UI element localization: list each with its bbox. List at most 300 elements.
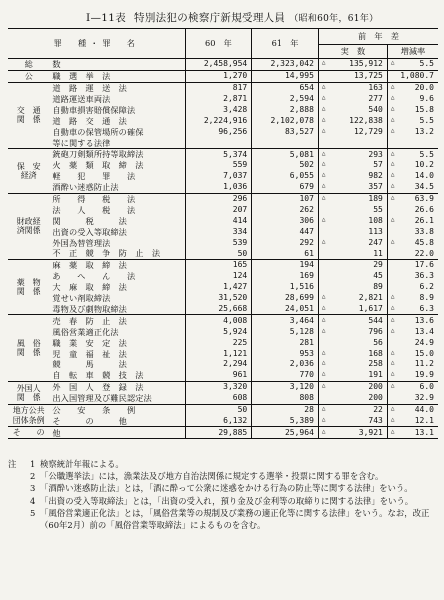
decrease-marker: △ bbox=[390, 315, 395, 323]
header-year-60: 60 年 bbox=[185, 29, 252, 59]
value-60 bbox=[185, 416, 252, 427]
group-label-line: 関 係 bbox=[16, 392, 41, 402]
cell-value: 32.9 bbox=[414, 393, 434, 403]
cell-value: 306 bbox=[299, 215, 314, 225]
law-name: 風俗営業適正化法 bbox=[49, 326, 185, 337]
cell-value: 2,036 bbox=[289, 359, 314, 369]
diff-rate bbox=[387, 271, 438, 282]
diff-rate bbox=[387, 348, 438, 359]
cell-value: 654 bbox=[299, 83, 314, 93]
group-label-line: そ の bbox=[12, 428, 45, 438]
decrease-marker: △ bbox=[321, 194, 326, 202]
value-61 bbox=[252, 404, 319, 415]
table-row bbox=[8, 182, 438, 193]
diff-actual bbox=[318, 427, 387, 439]
table-row bbox=[8, 149, 438, 160]
header-rate: 増減率 bbox=[387, 45, 438, 59]
note-text: 「酒酔い迷惑防止法」とは，「酒に酔って公衆に迷惑をかける行為の防止等に関する法律」をいう。 bbox=[40, 483, 413, 494]
value-60 bbox=[185, 160, 252, 171]
table-header bbox=[8, 29, 438, 59]
decrease-marker: △ bbox=[321, 304, 326, 312]
decrease-marker: △ bbox=[390, 215, 395, 223]
group-label-line: 薬 物 bbox=[16, 278, 41, 288]
cell-value: 28 bbox=[304, 405, 314, 415]
cell-value: 207 bbox=[232, 205, 248, 215]
diff-actual bbox=[318, 381, 387, 392]
cell-value: 169 bbox=[299, 271, 314, 281]
decrease-marker: △ bbox=[390, 83, 395, 91]
decrease-marker: △ bbox=[321, 94, 326, 102]
table-row bbox=[8, 282, 438, 293]
table-row bbox=[8, 337, 438, 348]
decrease-marker: △ bbox=[321, 359, 326, 367]
diff-actual bbox=[318, 260, 387, 271]
value-60 bbox=[185, 94, 252, 105]
diff-rate bbox=[387, 404, 438, 415]
decrease-marker: △ bbox=[321, 126, 326, 134]
group-label-line: 経済 bbox=[20, 170, 37, 180]
cell-value: 293 bbox=[368, 149, 383, 159]
value-61 bbox=[252, 271, 319, 282]
cell-value: 107 bbox=[299, 194, 314, 204]
cell-value: 447 bbox=[299, 226, 314, 236]
value-60 bbox=[185, 248, 252, 259]
diff-actual bbox=[318, 149, 387, 160]
decrease-marker: △ bbox=[390, 348, 395, 356]
diff-rate bbox=[387, 282, 438, 293]
cell-value: 189 bbox=[368, 194, 383, 204]
decrease-marker: △ bbox=[321, 115, 326, 123]
diff-actual bbox=[318, 359, 387, 370]
value-60 bbox=[185, 59, 252, 71]
table-row bbox=[8, 293, 438, 304]
cell-value: 26.6 bbox=[414, 205, 434, 215]
law-name: 大 麻 取 締 法 bbox=[49, 282, 185, 293]
cell-value: 29,885 bbox=[218, 427, 248, 437]
note-item bbox=[30, 458, 438, 470]
table-row bbox=[8, 205, 438, 216]
law-name: 公 安 条 例 bbox=[49, 404, 185, 415]
decrease-marker: △ bbox=[390, 326, 395, 334]
value-61 bbox=[252, 94, 319, 105]
diff-actual bbox=[318, 126, 387, 137]
law-name: 外国為替管理法 bbox=[49, 237, 185, 248]
group-label bbox=[8, 59, 49, 71]
value-60 bbox=[185, 337, 252, 348]
cell-value: 113 bbox=[368, 226, 383, 236]
value-61 bbox=[252, 315, 319, 326]
value-60 bbox=[185, 315, 252, 326]
decrease-marker: △ bbox=[321, 415, 326, 423]
diff-actual bbox=[318, 370, 387, 381]
cell-value: 961 bbox=[232, 370, 248, 380]
diff-actual bbox=[318, 115, 387, 126]
cell-value: 191 bbox=[368, 370, 383, 380]
cell-value: 5,389 bbox=[289, 415, 314, 425]
cell-value: 50 bbox=[237, 248, 248, 258]
cell-value: 13.2 bbox=[414, 126, 434, 136]
cell-value: 679 bbox=[299, 182, 314, 192]
table-row bbox=[8, 381, 438, 392]
diff-rate bbox=[387, 326, 438, 337]
cell-value: 17.6 bbox=[414, 260, 434, 270]
cell-value: 34.5 bbox=[414, 182, 434, 192]
decrease-marker: △ bbox=[390, 427, 395, 435]
cell-value: 50 bbox=[237, 405, 248, 415]
table-title-sub: （昭和60年，61年） bbox=[289, 14, 379, 24]
law-name: 職 選 挙 法 bbox=[49, 70, 185, 82]
diff-rate bbox=[387, 115, 438, 126]
table-row bbox=[8, 193, 438, 204]
value-61 bbox=[252, 205, 319, 216]
diff-actual bbox=[318, 105, 387, 116]
decrease-marker: △ bbox=[321, 182, 326, 190]
cell-value: 414 bbox=[232, 215, 248, 225]
value-60 bbox=[185, 237, 252, 248]
cell-value: 7,037 bbox=[223, 171, 248, 181]
group-label-line: 団体条例 bbox=[12, 415, 45, 425]
group-label bbox=[8, 70, 49, 82]
cell-value: 13.1 bbox=[414, 427, 434, 437]
law-name: 法 人 税 法 bbox=[49, 205, 185, 216]
decrease-marker: △ bbox=[390, 115, 395, 123]
cell-value: 743 bbox=[368, 415, 383, 425]
table-row bbox=[8, 115, 438, 126]
cell-value: 296 bbox=[232, 194, 248, 204]
cell-value: 168 bbox=[368, 348, 383, 358]
value-60 bbox=[185, 326, 252, 337]
decrease-marker: △ bbox=[321, 160, 326, 168]
diff-actual bbox=[318, 404, 387, 415]
value-61 bbox=[252, 304, 319, 315]
table-row bbox=[8, 94, 438, 105]
value-61 bbox=[252, 293, 319, 304]
cell-value: 3,120 bbox=[289, 382, 314, 392]
cell-value: 194 bbox=[299, 260, 314, 270]
cell-value: 817 bbox=[232, 83, 248, 93]
cell-value: 22.0 bbox=[414, 248, 434, 258]
cell-value: 258 bbox=[368, 359, 383, 369]
value-61 bbox=[252, 115, 319, 126]
cell-value: 25,668 bbox=[218, 304, 248, 314]
note-number: 1 bbox=[30, 459, 36, 469]
cell-value: 200 bbox=[368, 393, 383, 403]
value-61 bbox=[252, 381, 319, 392]
note-item bbox=[30, 470, 438, 482]
value-60 bbox=[185, 171, 252, 182]
value-61 bbox=[252, 193, 319, 204]
header-diff: 前 年 差 bbox=[318, 29, 438, 45]
table-row bbox=[8, 160, 438, 171]
table-row bbox=[8, 393, 438, 404]
decrease-marker: △ bbox=[321, 405, 326, 413]
law-name: 出資の受入等取締法 bbox=[49, 226, 185, 237]
cell-value: 45 bbox=[373, 271, 383, 281]
value-60 bbox=[185, 105, 252, 116]
decrease-marker: △ bbox=[321, 427, 326, 435]
cell-value: 1,036 bbox=[223, 182, 248, 192]
decrease-marker: △ bbox=[390, 105, 395, 112]
diff-actual bbox=[318, 282, 387, 293]
cell-value: 61 bbox=[304, 248, 314, 258]
note-item bbox=[30, 482, 438, 494]
diff-actual bbox=[318, 248, 387, 259]
notes-label: 注 bbox=[8, 459, 17, 469]
value-61 bbox=[252, 82, 319, 93]
table-row bbox=[8, 260, 438, 271]
law-name: 麻 薬 取 締 法 bbox=[49, 260, 185, 271]
decrease-marker: △ bbox=[390, 149, 395, 157]
law-name: 所 得 税 法 bbox=[49, 193, 185, 204]
diff-rate bbox=[387, 393, 438, 404]
cell-value: 540 bbox=[368, 105, 383, 114]
cell-value: 26.1 bbox=[414, 215, 434, 225]
law-name: あ へ ん 法 bbox=[49, 271, 185, 282]
table-row bbox=[8, 326, 438, 337]
diff-rate bbox=[387, 126, 438, 137]
law-name: 外 国 人 登 録 法 bbox=[49, 381, 185, 392]
decrease-marker: △ bbox=[390, 237, 395, 245]
cell-value: 3,320 bbox=[223, 382, 248, 392]
group-label bbox=[8, 149, 49, 194]
diff-actual bbox=[318, 337, 387, 348]
diff-rate bbox=[387, 248, 438, 259]
cell-value: 36.3 bbox=[414, 271, 434, 281]
value-61 bbox=[252, 359, 319, 370]
header-actual: 実 数 bbox=[318, 45, 387, 59]
cell-value: 22 bbox=[373, 405, 383, 415]
cell-value: 559 bbox=[232, 160, 248, 170]
diff-rate bbox=[387, 315, 438, 326]
value-60 bbox=[185, 205, 252, 216]
diff-actual bbox=[318, 171, 387, 182]
cell-value: 11 bbox=[373, 248, 383, 258]
diff-rate bbox=[387, 370, 438, 381]
value-60 bbox=[185, 260, 252, 271]
notes bbox=[8, 458, 438, 531]
value-61 bbox=[252, 282, 319, 293]
cell-value: 45.8 bbox=[414, 237, 434, 247]
value-60 bbox=[185, 304, 252, 315]
value-61 bbox=[252, 416, 319, 427]
diff-rate bbox=[387, 304, 438, 315]
diff-actual bbox=[318, 348, 387, 359]
cell-value: 292 bbox=[299, 237, 314, 247]
value-61 bbox=[252, 326, 319, 337]
law-name: 職 業 安 定 法 bbox=[49, 337, 185, 348]
note-number: 2 bbox=[30, 471, 36, 482]
decrease-marker: △ bbox=[390, 370, 395, 378]
cell-value: 63.9 bbox=[414, 194, 434, 204]
diff-rate bbox=[387, 137, 438, 148]
law-name: 自動車損害賠償保障法 bbox=[49, 105, 185, 116]
cell-value: 13.6 bbox=[414, 315, 434, 325]
law-name: 出入国管理及び難民認定法 bbox=[49, 393, 185, 404]
cell-value: 6.3 bbox=[419, 304, 434, 314]
cell-value: 3,428 bbox=[223, 105, 248, 114]
value-61 bbox=[252, 182, 319, 193]
value-60 bbox=[185, 393, 252, 404]
value-60 bbox=[185, 226, 252, 237]
cell-value: 1,427 bbox=[223, 282, 248, 292]
table-row bbox=[8, 126, 438, 137]
decrease-marker: △ bbox=[321, 315, 326, 323]
cell-value: 124 bbox=[232, 271, 248, 281]
diff-actual bbox=[318, 193, 387, 204]
decrease-marker: △ bbox=[390, 382, 395, 390]
value-61 bbox=[252, 348, 319, 359]
diff-rate bbox=[387, 427, 438, 439]
decrease-marker: △ bbox=[390, 59, 395, 67]
cell-value: 12,729 bbox=[353, 126, 383, 136]
cell-value: 8.9 bbox=[419, 293, 434, 303]
law-name: 自動車の保管場所の確保 bbox=[49, 126, 185, 137]
cell-value: 502 bbox=[299, 160, 314, 170]
note-item bbox=[30, 495, 438, 507]
diff-rate bbox=[387, 260, 438, 271]
cell-value: 1,516 bbox=[289, 282, 314, 292]
cell-value: 539 bbox=[232, 237, 248, 247]
header-year-61: 61 年 bbox=[252, 29, 319, 59]
law-name: 関 税 法 bbox=[49, 215, 185, 226]
diff-rate bbox=[387, 359, 438, 370]
diff-actual bbox=[318, 416, 387, 427]
law-name: 銃砲刀剣類所持等取締法 bbox=[49, 149, 185, 160]
law-name: 酒酔い迷惑防止法 bbox=[49, 182, 185, 193]
cell-value: 56 bbox=[373, 337, 383, 347]
diff-rate bbox=[387, 193, 438, 204]
value-61 bbox=[252, 137, 319, 148]
cell-value: 5,128 bbox=[289, 326, 314, 336]
cell-value: 808 bbox=[299, 393, 314, 403]
value-60 bbox=[185, 370, 252, 381]
decrease-marker: △ bbox=[321, 149, 326, 157]
diff-actual bbox=[318, 326, 387, 337]
decrease-marker: △ bbox=[321, 215, 326, 223]
cell-value: 19.9 bbox=[414, 370, 434, 380]
value-60 bbox=[185, 381, 252, 392]
decrease-marker: △ bbox=[321, 348, 326, 356]
value-61 bbox=[252, 248, 319, 259]
table-row bbox=[8, 427, 438, 439]
decrease-marker: △ bbox=[321, 382, 326, 390]
decrease-marker: △ bbox=[321, 171, 326, 179]
diff-actual bbox=[318, 315, 387, 326]
decrease-marker: △ bbox=[390, 94, 395, 102]
decrease-marker: △ bbox=[390, 126, 395, 134]
cell-value: 200 bbox=[368, 382, 383, 392]
cell-value: 5,374 bbox=[223, 149, 248, 159]
cell-value: 281 bbox=[299, 337, 314, 347]
note-text: 検察統計年報による。 bbox=[40, 459, 124, 469]
table-row bbox=[8, 416, 438, 427]
value-61 bbox=[252, 226, 319, 237]
cell-value: 544 bbox=[368, 315, 383, 325]
cell-value: 6,132 bbox=[223, 415, 248, 425]
cell-value: 20.0 bbox=[414, 83, 434, 93]
group-label-line: 総 bbox=[24, 59, 33, 69]
cell-value: 4,008 bbox=[223, 315, 248, 325]
decrease-marker: △ bbox=[390, 160, 395, 168]
value-61 bbox=[252, 160, 319, 171]
diff-actual bbox=[318, 205, 387, 216]
cell-value: 165 bbox=[232, 260, 248, 270]
table-row bbox=[8, 315, 438, 326]
table-row bbox=[8, 404, 438, 415]
value-60 bbox=[185, 137, 252, 148]
law-name: 火 薬 類 取 締 法 bbox=[49, 160, 185, 171]
group-label-line: 公 bbox=[24, 71, 33, 81]
decrease-marker: △ bbox=[390, 171, 395, 179]
diff-actual bbox=[318, 215, 387, 226]
decrease-marker: △ bbox=[390, 415, 395, 423]
cell-value: 1,617 bbox=[358, 304, 383, 314]
value-61 bbox=[252, 370, 319, 381]
cell-value: 357 bbox=[368, 182, 383, 192]
law-name: そ の 他 bbox=[49, 416, 185, 427]
table-row bbox=[8, 304, 438, 315]
law-name: 児 童 福 祉 法 bbox=[49, 348, 185, 359]
law-name: 他 bbox=[49, 427, 185, 439]
value-61 bbox=[252, 337, 319, 348]
cell-value: 1,121 bbox=[223, 348, 248, 358]
law-name: 道 路 交 通 法 bbox=[49, 115, 185, 126]
diff-rate bbox=[387, 160, 438, 171]
diff-rate bbox=[387, 171, 438, 182]
cell-value: 2,821 bbox=[358, 293, 383, 303]
group-label-line: 保 安 bbox=[16, 161, 41, 171]
cell-value: 14,995 bbox=[284, 71, 314, 81]
statistics-table bbox=[8, 28, 438, 439]
value-60 bbox=[185, 271, 252, 282]
cell-value: 24,051 bbox=[284, 304, 314, 314]
cell-value: 5.5 bbox=[419, 115, 434, 125]
table-row bbox=[8, 82, 438, 93]
cell-value: 6,055 bbox=[289, 171, 314, 181]
cell-value: 55 bbox=[373, 205, 383, 215]
value-60 bbox=[185, 82, 252, 93]
cell-value: 3,921 bbox=[358, 427, 383, 437]
diff-rate bbox=[387, 205, 438, 216]
cell-value: 1,080.7 bbox=[400, 71, 434, 81]
cell-value: 6.2 bbox=[419, 282, 434, 292]
cell-value: 33.8 bbox=[414, 226, 434, 236]
cell-value: 6.0 bbox=[419, 382, 434, 392]
decrease-marker: △ bbox=[390, 304, 395, 312]
decrease-marker: △ bbox=[390, 359, 395, 367]
table-title-main: 特別法犯の検察庁新規受理人員 bbox=[134, 12, 286, 24]
table-row bbox=[8, 271, 438, 282]
group-label-line: 関 係 bbox=[16, 287, 41, 297]
diff-rate bbox=[387, 149, 438, 160]
value-61 bbox=[252, 171, 319, 182]
group-label bbox=[8, 82, 49, 148]
decrease-marker: △ bbox=[321, 370, 326, 378]
cell-value: 2,102,078 bbox=[270, 115, 314, 125]
decrease-marker: △ bbox=[321, 326, 326, 334]
cell-value: 89 bbox=[373, 282, 383, 292]
diff-actual bbox=[318, 160, 387, 171]
cell-value: 28,699 bbox=[284, 293, 314, 303]
value-61 bbox=[252, 149, 319, 160]
group-label bbox=[8, 404, 49, 427]
cell-value: 122,838 bbox=[349, 115, 383, 125]
diff-actual bbox=[318, 94, 387, 105]
law-name: 数 bbox=[49, 59, 185, 71]
cell-value: 108 bbox=[368, 215, 383, 225]
value-61 bbox=[252, 59, 319, 71]
diff-actual bbox=[318, 70, 387, 82]
